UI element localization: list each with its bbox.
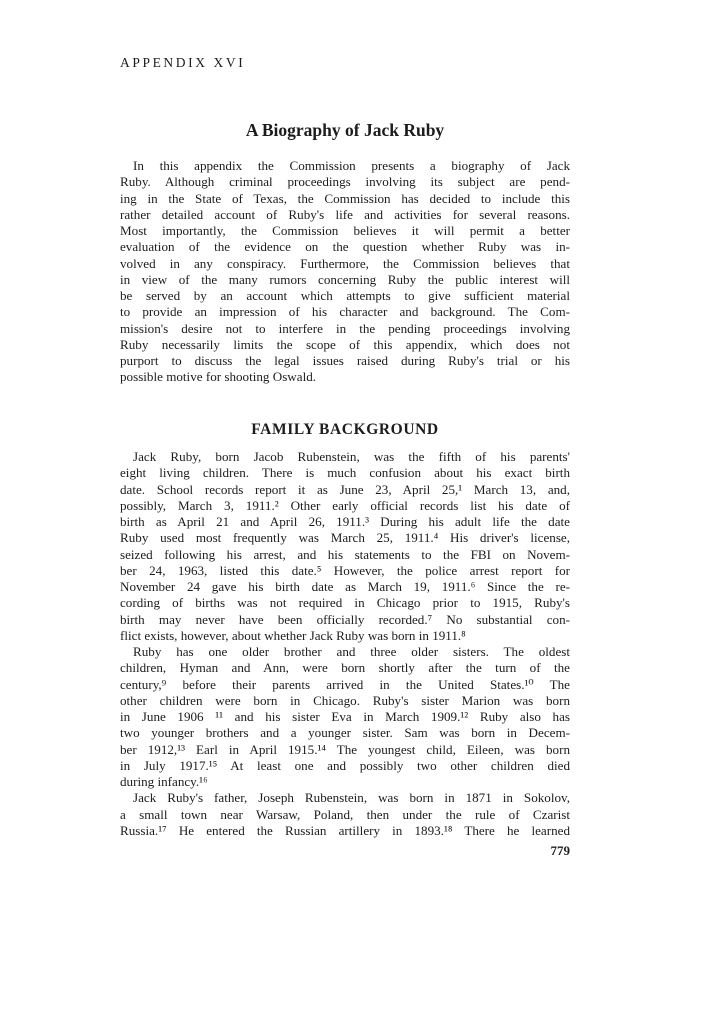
text-line: evaluation of the evidence on the question whether Ruby was in-	[120, 239, 570, 255]
text-line: rather detailed account of Ruby's life and activities for several reasons.	[120, 206, 570, 222]
page-title: A Biography of Jack Ruby	[245, 120, 445, 140]
section-heading: FAMILY BACKGROUND	[251, 421, 439, 438]
text-line: birth as April 21 and April 26, 1911.³ During his adult life the date	[120, 514, 570, 529]
text-line: Ruby has one older brother and three older sisters. The oldest	[133, 644, 570, 659]
text-line: ing in the State of Texas, the Commission has decided to include this	[120, 190, 570, 206]
text-line: Ruby necessarily limits the scope of this appendix, which does not	[120, 336, 570, 352]
text-line: birth may never have been officially recorded.⁷ No substantial con-	[120, 611, 570, 627]
text-line: mission's desire not to interfere in the pending proceedings involving	[120, 320, 570, 336]
text-line: possibly, March 3, 1911.² Other early official records list his date of	[120, 497, 570, 513]
text-line: during infancy.¹⁶	[120, 774, 208, 789]
intro-paragraph	[120, 158, 570, 386]
text-line: seized following his arrest, and his statements to the FBI on Novem-	[120, 546, 570, 562]
text-line: cording of births was not required in Chicago prior to 1915, Ruby's	[120, 595, 570, 611]
running-head: APPENDIX XVI	[120, 55, 246, 70]
text-line: Ruby. Although criminal proceedings involving its subject are pend-	[120, 174, 570, 190]
text-line: Ruby used most frequently was March 25, 1911.⁴ His driver's license,	[120, 530, 570, 546]
text-line: ber 24, 1963, listed this date.⁵ However, the police arrest report for	[120, 562, 570, 578]
text-line: children, Hyman and Ann, were born shortly after the turn of the	[120, 660, 570, 676]
text-line: to provide an impression of his character and background. The Com-	[120, 304, 570, 320]
page-number: 779	[550, 843, 570, 858]
text-line: Russia.¹⁷ He entered the Russian artillery in 1893.¹⁸ There he learned	[120, 822, 570, 838]
text-line: other children were born in Chicago. Ruby's sister Marion was born	[120, 692, 570, 708]
text-line: Jack Ruby, born Jacob Rubenstein, was the fifth of his parents'	[133, 449, 570, 464]
text-line: in July 1917.¹⁵ At least one and possibly two other children died	[120, 757, 570, 773]
text-line: flict exists, however, about whether Jack Ruby was born in 1911.⁸	[120, 627, 466, 643]
text-line: volved in any conspiracy. Furthermore, the Commission believes that	[120, 255, 570, 271]
text-line: ber 1912,¹³ Earl in April 1915.¹⁴ The youngest child, Eileen, was born	[120, 741, 570, 757]
text-line: in view of the many rumors concerning Ruby the public interest will	[120, 271, 570, 287]
text-line: in June 1906 ¹¹ and his sister Eva in March 1909.¹² Ruby also has	[120, 709, 570, 724]
text-line: possible motive for shooting Oswald.	[120, 369, 317, 385]
text-line: In this appendix the Commission presents a biography of Jack	[133, 158, 570, 173]
text-line: a small town near Warsaw, Poland, then under the rule of Czarist	[120, 806, 570, 822]
text-line: two younger brothers and a younger sister. Sam was born in Decem-	[120, 725, 570, 741]
text-line: be served by an account which attempts to give sufficient material	[120, 288, 570, 303]
text-line: Most importantly, the Commission believes it will permit a better	[120, 223, 570, 238]
text-line: date. School records report it as June 23, April 25,¹ March 13, and,	[120, 481, 570, 497]
text-line: eight living children. There is much confusion about his exact birth	[120, 465, 570, 481]
text-line: Jack Ruby's father, Joseph Rubenstein, was born in 1871 in Sokolov,	[133, 790, 570, 806]
text-line: purport to discuss the legal issues raised during Ruby's trial or his	[120, 353, 570, 368]
text-line: century,⁹ before their parents arrived in the United States.¹⁰ The	[120, 676, 570, 692]
family-background-section	[120, 449, 570, 839]
text-line: November 24 gave his birth date as March 19, 1911.⁶ Since the re-	[120, 579, 570, 594]
